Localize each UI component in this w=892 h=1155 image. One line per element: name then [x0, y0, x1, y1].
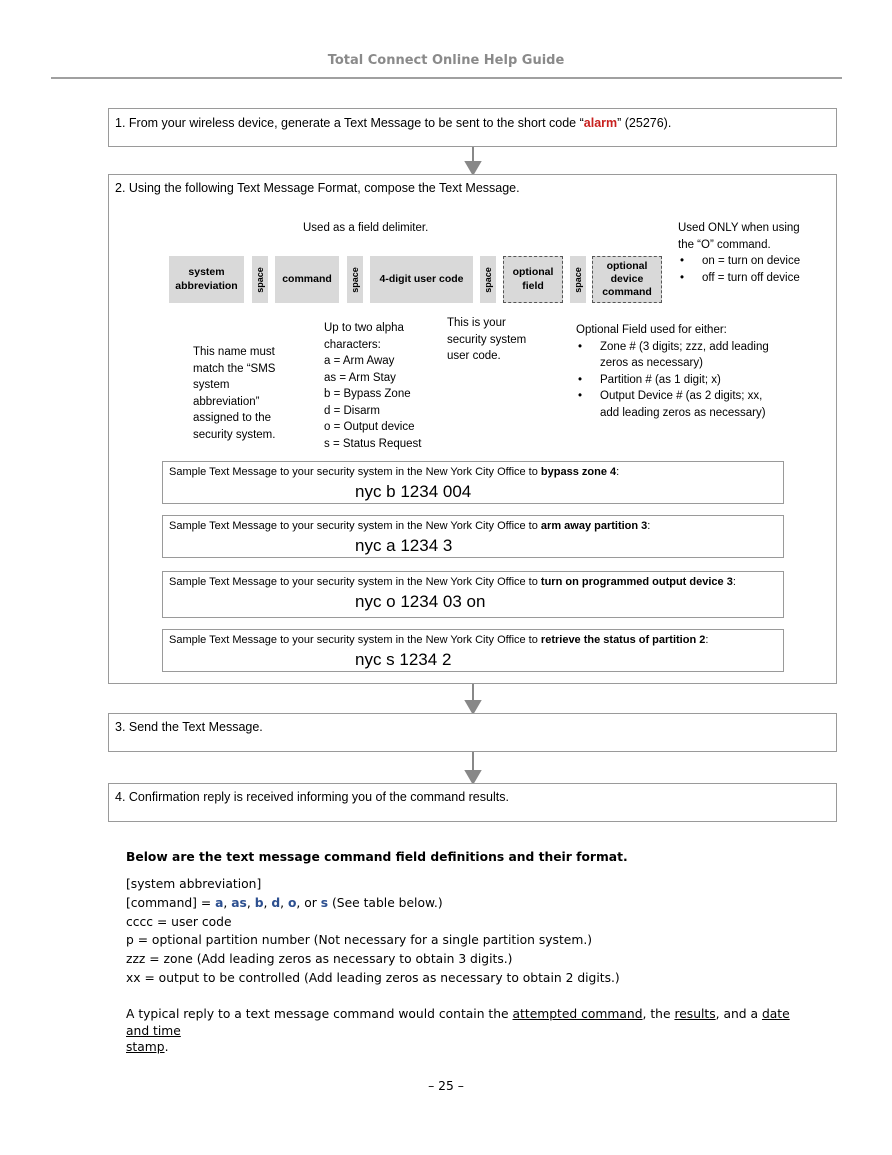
name-match-line: security system. [193, 428, 276, 441]
cmd-b: b [254, 895, 264, 910]
used-only-line-2: the “O” command. [678, 238, 771, 251]
definitions-list [126, 875, 620, 988]
command-suffix: (See table below.) [328, 895, 443, 910]
sample-action: bypass zone 4 [540, 466, 617, 478]
zone-label: Zone # [600, 340, 636, 353]
optional-item-output [600, 388, 776, 421]
reply-text: . [164, 1040, 169, 1054]
space-label-2: space [350, 266, 360, 293]
sample-box-4 [162, 629, 784, 672]
name-match-line: abbreviation” [193, 395, 260, 408]
step-4-box [108, 783, 837, 822]
used-only-line-1: Used ONLY when using [678, 222, 800, 234]
field-space-3 [480, 256, 496, 303]
field-optional-device-command: optional device command [592, 256, 662, 303]
reply-attempted-command: attempted command [512, 1007, 643, 1021]
def-command: [command] = a, as, b, d, o, or s (See table below.) [126, 895, 443, 910]
step-3-text: 3. Send the Text Message. [115, 720, 263, 734]
cmd-d: d [271, 895, 281, 910]
alpha-line: d = Disarm [324, 404, 380, 417]
partition-desc: Partition # (as 1 digit; x) [600, 373, 721, 386]
name-match-line: assigned to the [193, 412, 272, 424]
name-match-line: match the “SMS [193, 362, 276, 375]
user-code-line: user code. [447, 350, 501, 362]
step-1-text [115, 116, 671, 130]
space-label-4: space [573, 266, 583, 293]
step-4-text: 4. Confirmation reply is received informing you of the command results. [115, 790, 509, 804]
sample-prefix: Sample Text Message to your security system in the New York City Office to [169, 634, 541, 646]
def-partition: p = optional partition number (Not necessary for a single partition system.) [126, 933, 593, 948]
alpha-line: s = Status Request [324, 437, 422, 450]
field-command: command [275, 256, 339, 303]
reply-text: , and a [715, 1007, 762, 1021]
sample-caption [169, 576, 736, 588]
bullet-on: • on = turn on device [702, 253, 800, 270]
page-number: – 25 – [428, 1079, 464, 1093]
step-2-text: 2. Using the following Text Message Format, compose the Text Message. [115, 181, 520, 195]
cmd-as: as [231, 895, 247, 910]
step-1-box [108, 108, 837, 147]
alpha-line: as = Arm Stay [324, 371, 396, 384]
name-match-line: system [193, 379, 230, 391]
reply-date-time: date and time [126, 1007, 790, 1038]
reply-text: , the [642, 1007, 675, 1021]
sample-box-3 [162, 571, 784, 618]
sample-action: turn on programmed output device 3 [540, 576, 733, 588]
sample-action: retrieve the status of partition 2 [540, 634, 706, 646]
sample-suffix: : [616, 466, 620, 478]
reply-stamp: stamp [126, 1040, 165, 1054]
sample-caption [169, 634, 708, 646]
field-space-4 [570, 256, 586, 303]
field-user-code: 4-digit user code [370, 256, 473, 303]
sample-box-1 [162, 461, 784, 504]
cmd-o: o [287, 895, 297, 910]
sample-prefix: Sample Text Message to your security system in the New York City Office to [169, 520, 541, 532]
field-space-2 [347, 256, 363, 303]
field-space-1 [252, 256, 268, 303]
step-3-box [108, 713, 837, 752]
def-zone: zzz = zone (Add leading zeros as necessary to obtain 3 digits.) [126, 952, 513, 967]
sample-suffix: : [705, 634, 709, 646]
space-label-3: space [483, 266, 493, 293]
used-only-bullets [678, 253, 800, 286]
optional-list [576, 339, 776, 422]
def-system-abbreviation: [system abbreviation] [126, 877, 262, 891]
reply-results: results [674, 1007, 716, 1021]
annotation-delimiter: Used as a field delimiter. [303, 222, 429, 234]
definitions-heading: Below are the text message command field definitions and their format. [126, 850, 628, 864]
sample-suffix: : [732, 576, 736, 588]
alpha-line: characters: [324, 338, 381, 351]
alpha-line: Up to two alpha [324, 322, 404, 334]
optional-item-zone [600, 339, 776, 372]
name-match-line: This name must [193, 346, 275, 358]
short-code-alarm: alarm [583, 116, 618, 130]
step-1-suffix: ” (25276). [617, 116, 672, 130]
sample-box-2 [162, 515, 784, 558]
def-output: xx = output to be controlled (Add leading zeros as necessary to obtain 2 digits.) [126, 970, 620, 985]
space-label-1: space [255, 266, 265, 293]
reply-paragraph [126, 1006, 816, 1056]
sample-caption [169, 466, 619, 478]
sample-suffix: : [647, 520, 651, 532]
optional-title: Optional Field used for either: [576, 324, 727, 336]
sample-action: arm away partition 3 [540, 520, 648, 532]
zone-desc: (3 digits; zzz, add leading zeros as necessary) [600, 340, 769, 369]
alpha-line: a = Arm Away [324, 355, 395, 367]
sample-caption [169, 520, 650, 532]
bullet-off: • off = turn off device [702, 270, 800, 287]
cmd-s: s [320, 895, 329, 910]
alpha-line: o = Output device [324, 421, 415, 433]
sample-message: nyc b 1234 004 [355, 482, 472, 501]
field-optional: optional field [503, 256, 563, 303]
annotation-used-only [678, 220, 800, 286]
output-desc: Output Device # (as 2 digits; xx, add leading zeros as necessary) [600, 390, 766, 419]
user-code-line: security system [447, 333, 527, 346]
page-header-title: Total Connect Online Help Guide [327, 53, 565, 68]
cmd-a: a [215, 895, 224, 910]
optional-item-partition [600, 372, 776, 389]
step-1-prefix: 1. From your wireless device, generate a Text Message to be sent to the short code “ [115, 116, 584, 130]
command-prefix: [command] = [126, 895, 216, 910]
reply-text: A typical reply to a text message command would contain the [126, 1007, 513, 1021]
annotation-optional-field [576, 322, 776, 421]
def-user-code: cccc = user code [126, 914, 232, 929]
alpha-line: b = Bypass Zone [324, 388, 411, 400]
annotation-name-match [193, 344, 275, 443]
sample-message: nyc o 1234 03 on [355, 592, 486, 611]
field-system-abbreviation: system abbreviation [169, 256, 244, 303]
sample-prefix: Sample Text Message to your security system in the New York City Office to [169, 466, 541, 478]
sample-message: nyc a 1234 3 [355, 536, 453, 555]
sample-prefix: Sample Text Message to your security system in the New York City Office to [169, 576, 541, 588]
annotation-user-code [447, 315, 526, 365]
sample-message: nyc s 1234 2 [355, 650, 452, 669]
user-code-line: This is your [447, 317, 506, 329]
annotation-alpha-chars [324, 320, 422, 452]
